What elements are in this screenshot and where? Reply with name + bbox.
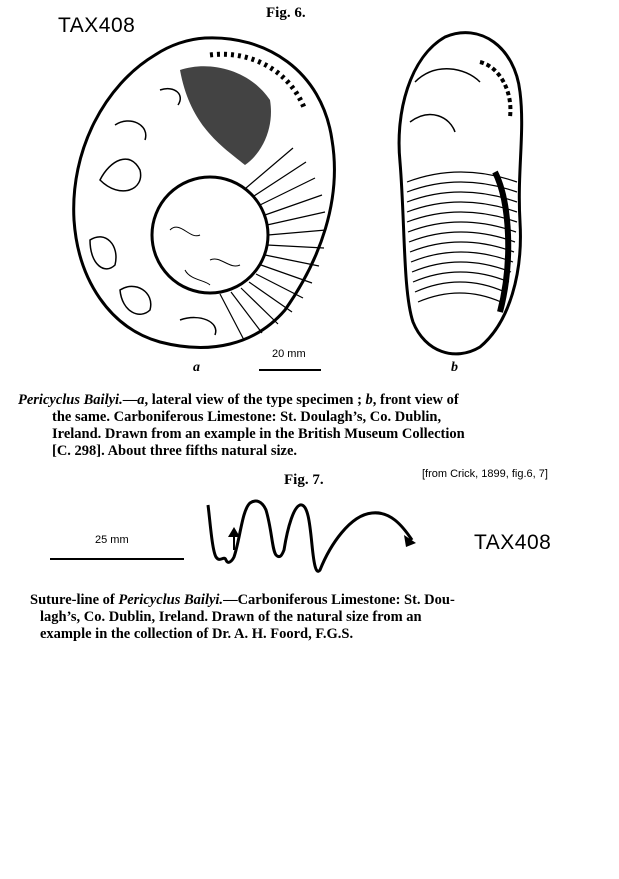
species-name: Pericyclus Bailyi. (118, 592, 224, 608)
tax-label-top: TAX408 (58, 14, 136, 37)
fig6-caption-line4: [C. 298]. About three fifths natural size. (52, 443, 298, 459)
caption-rest1: —Carboniferous Limestone: St. Dou- (223, 592, 455, 608)
fig7-title: Fig. 7. (284, 472, 324, 488)
caption-letter-b: b (365, 392, 373, 408)
caption-text2: , front view of (372, 392, 459, 408)
dash: — (122, 392, 138, 408)
label-b: b (451, 360, 458, 375)
label-a: a (193, 360, 200, 375)
fig6-scale-text: 20 mm (272, 348, 306, 360)
ammonite-lateral-view (60, 30, 350, 360)
fig6-scale-bar (259, 369, 321, 371)
fig6-caption-line3: Ireland. Drawn from an example in the British Museum Collection (52, 426, 465, 442)
fig7-caption-line1 (30, 592, 588, 609)
ammonite-front-view (385, 22, 535, 362)
species-name: Pericyclus Bailyi. (18, 392, 123, 408)
fig6-title: Fig. 6. (266, 5, 306, 21)
caption-text1: , lateral view of the type specimen ; (144, 392, 366, 408)
fig7-caption-line2: lagh’s, Co. Dublin, Ireland. Drawn of the natural size from an (40, 609, 422, 625)
fig7-caption (30, 592, 588, 643)
caption-prefix: Suture-line of (30, 592, 119, 608)
fig6-caption-line1 (18, 392, 578, 409)
suture-line-drawing (200, 495, 430, 585)
fig7-scale-bar (50, 558, 184, 560)
source-note: [from Crick, 1899, fig.6, 7] (422, 468, 548, 480)
fig6-caption (18, 392, 578, 460)
fig6-caption-line2: the same. Carboniferous Limestone: St. Doulagh’s, Co. Dublin, (52, 409, 442, 425)
fig7-scale-text: 25 mm (95, 534, 129, 546)
caption-letter-a: a (137, 392, 145, 408)
fig7-caption-line3: example in the collection of Dr. A. H. Foord, F.G.S. (40, 626, 354, 642)
tax-label-bottom: TAX408 (474, 531, 552, 554)
